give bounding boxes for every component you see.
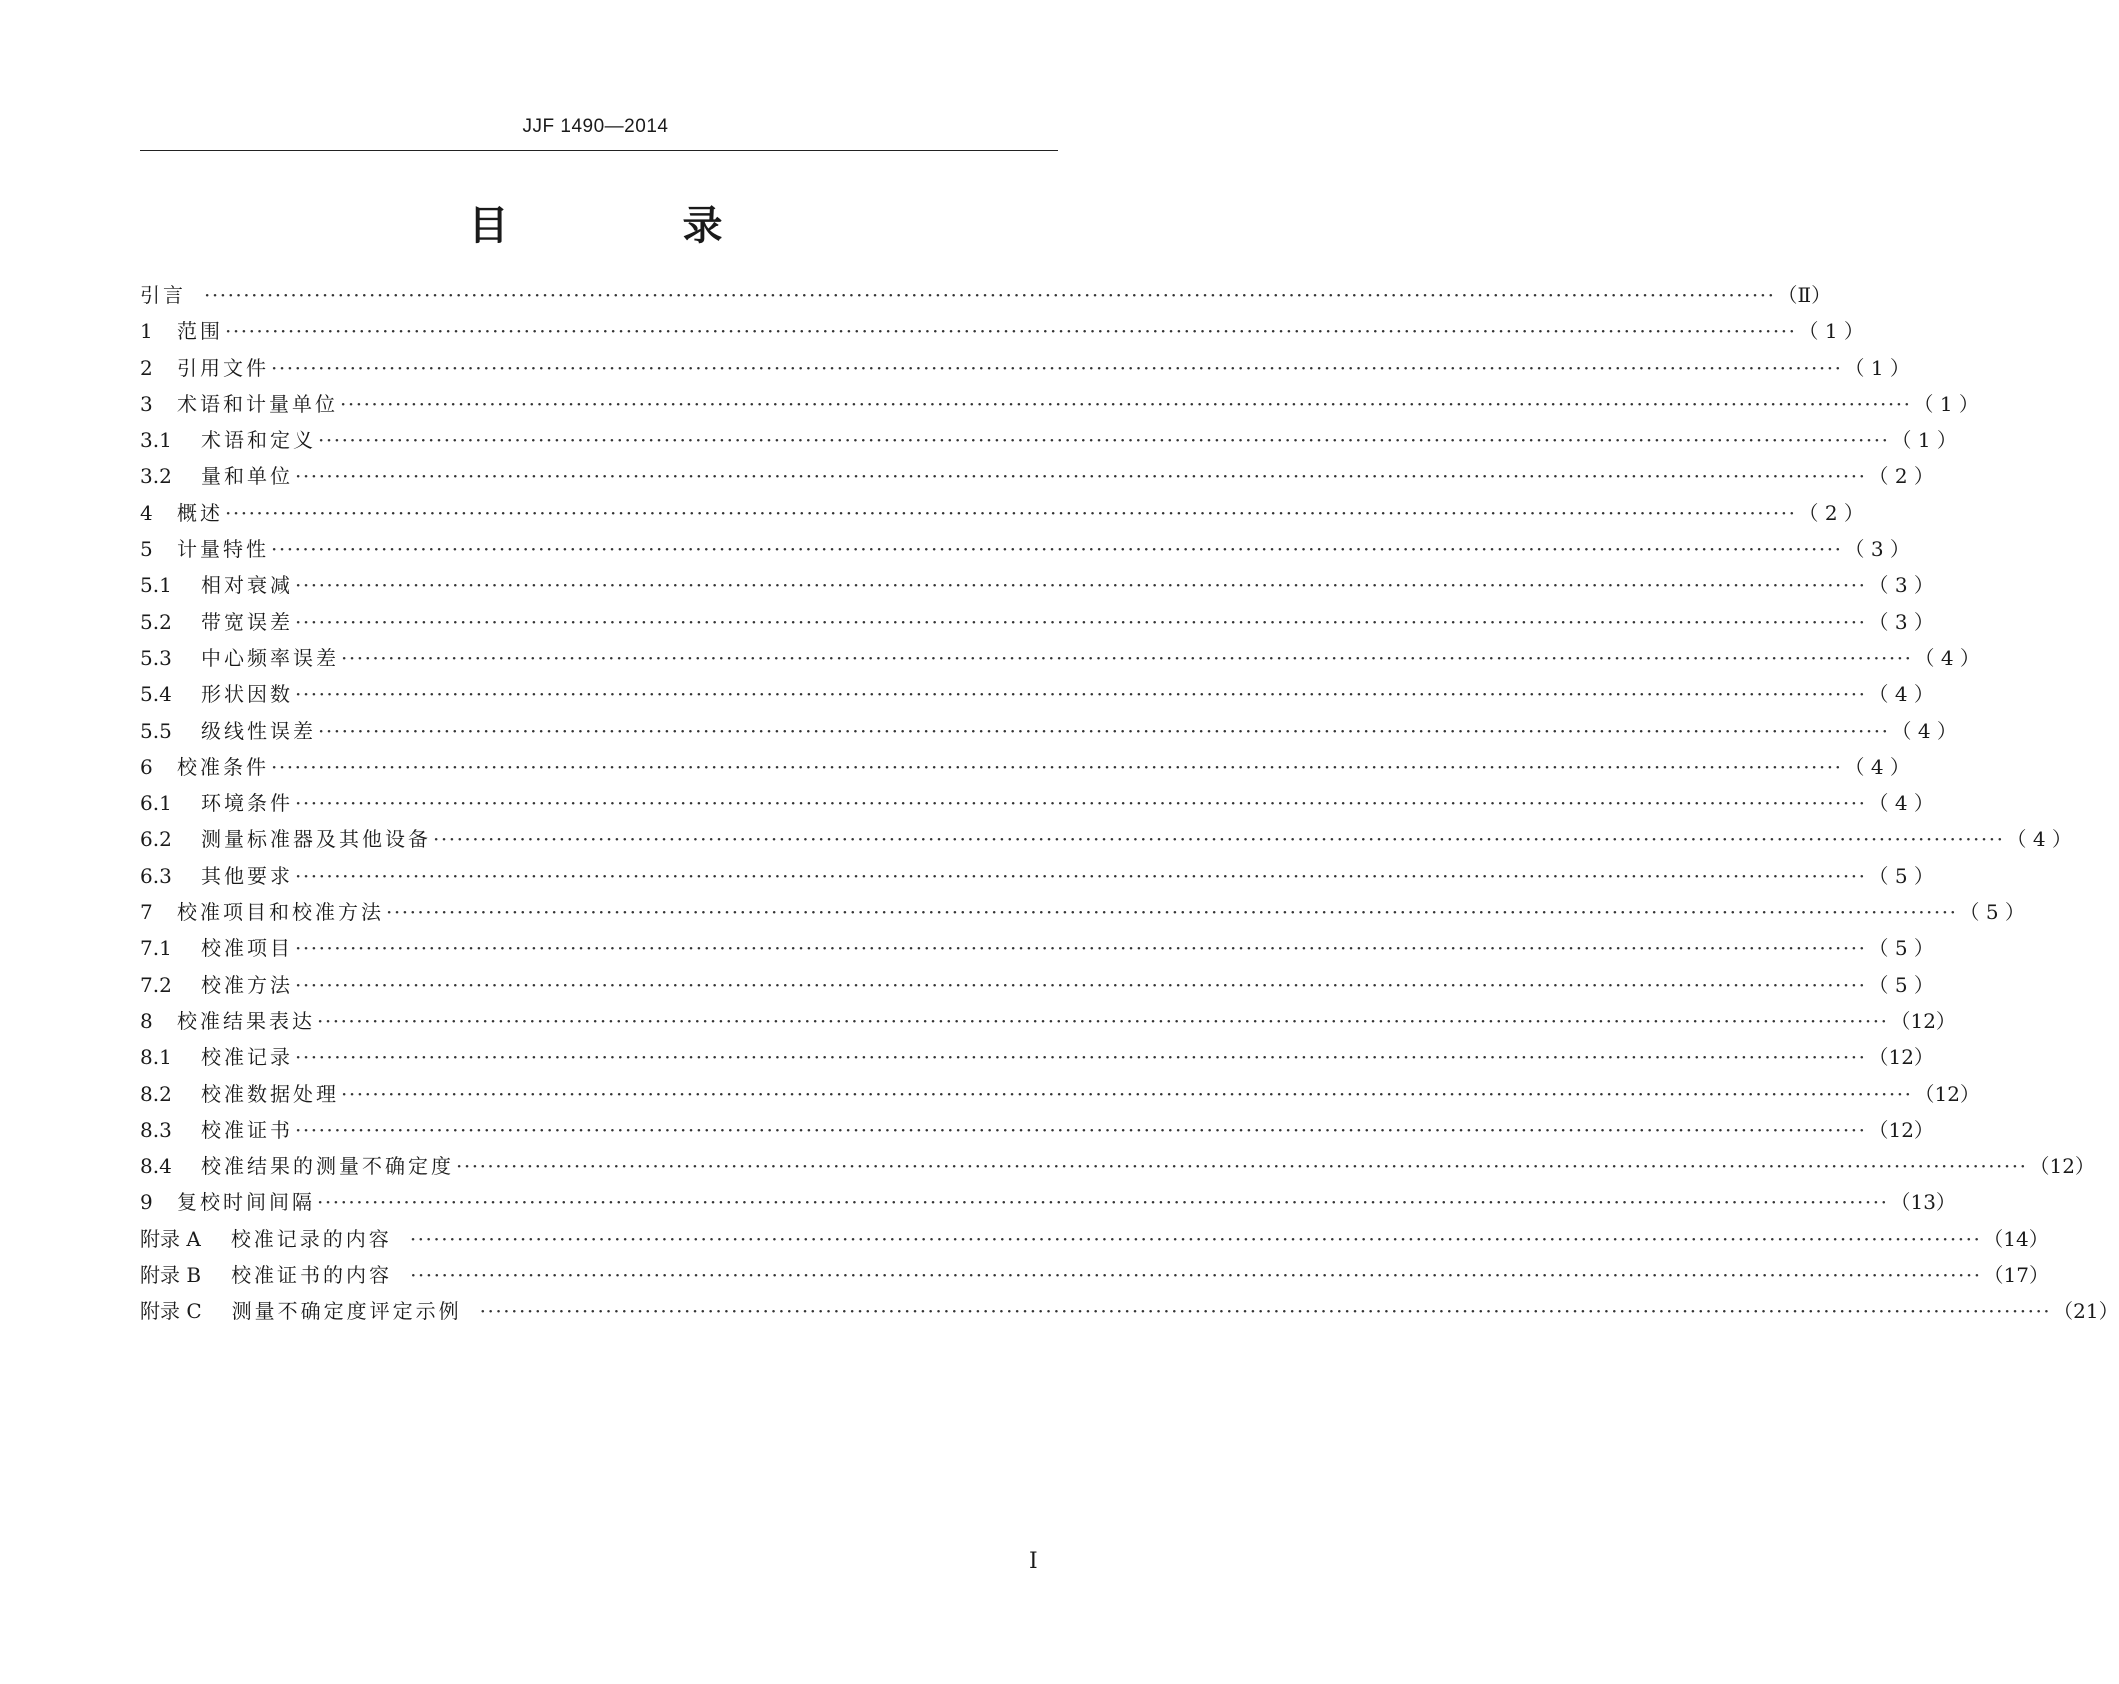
toc-entry[interactable] bbox=[140, 567, 1934, 603]
page-number: Ⅰ bbox=[1029, 1549, 1038, 1574]
toc-entry-page: （21） bbox=[2053, 1299, 2119, 1324]
toc-entry-page: （ 2 ） bbox=[1798, 500, 1864, 525]
toc-entry-label: 术语和定义 bbox=[201, 428, 316, 453]
toc-entry[interactable] bbox=[140, 1148, 2095, 1184]
toc-entry-page: （12） bbox=[1914, 1081, 1980, 1106]
toc-entry-label: 相对衰减 bbox=[201, 573, 293, 598]
toc-entry-page: （ 5 ） bbox=[1959, 900, 2025, 925]
toc-entry-number: 7.2 bbox=[140, 972, 172, 997]
toc-entry[interactable] bbox=[140, 640, 1980, 676]
toc-entry[interactable] bbox=[140, 386, 1979, 422]
toc-entry-number: 5.4 bbox=[140, 682, 172, 707]
toc-entry-number: 5.5 bbox=[140, 718, 172, 743]
toc-entry-page: （ 4 ） bbox=[1868, 791, 1934, 816]
toc-entry-label: 校准结果表达 bbox=[177, 1008, 315, 1033]
dot-leader: ········································································································································································································ bbox=[386, 900, 1958, 925]
toc-entry-label: 中心频率误差 bbox=[201, 645, 339, 670]
toc-entry[interactable] bbox=[140, 930, 1934, 966]
toc-entry-page: （12） bbox=[1868, 1045, 1934, 1070]
dot-leader: ········································································································································································································ bbox=[456, 1154, 2028, 1179]
toc-entry[interactable] bbox=[140, 458, 1934, 494]
toc-entry[interactable] bbox=[140, 785, 1934, 821]
toc-entry-number: 附录 A bbox=[140, 1226, 201, 1251]
toc-entry-number: 7 bbox=[140, 900, 153, 925]
running-header-code: JJF 1490—2014 bbox=[522, 116, 669, 137]
toc-entry-label: 校准数据处理 bbox=[201, 1081, 339, 1106]
toc-entry[interactable] bbox=[140, 313, 1864, 349]
dot-leader: ········································································································································································································ bbox=[295, 573, 1867, 598]
dot-leader: ········································································································································································································ bbox=[204, 283, 1776, 307]
toc-entry-page: （ 1 ） bbox=[1913, 391, 1979, 416]
toc-entry[interactable] bbox=[140, 1221, 2049, 1257]
toc-entry[interactable] bbox=[140, 1076, 1980, 1112]
toc-entry-page: （12） bbox=[1868, 1117, 1934, 1142]
toc-entry-page: （ 3 ） bbox=[1868, 609, 1934, 634]
header-rule bbox=[140, 150, 1058, 151]
toc-entry[interactable] bbox=[140, 422, 1957, 458]
toc-entry-number: 6.3 bbox=[140, 863, 172, 888]
toc-entry-page: （ 5 ） bbox=[1868, 972, 1934, 997]
toc-entry-label: 形状因数 bbox=[201, 682, 293, 707]
toc-entry-label: 环境条件 bbox=[201, 791, 293, 816]
dot-leader: ········································································································································································································ bbox=[479, 1299, 2052, 1324]
toc-entry-label: 校准方法 bbox=[201, 972, 293, 997]
toc-entry-number: 9 bbox=[140, 1190, 153, 1215]
dot-leader: ········································································································································································································ bbox=[295, 609, 1867, 634]
toc-entry-number: 6 bbox=[140, 754, 153, 779]
toc-entry-label: 测量不确定度评定示例 bbox=[231, 1299, 462, 1324]
toc-entry[interactable] bbox=[140, 894, 2025, 930]
toc-entry[interactable] bbox=[140, 277, 1832, 313]
toc-entry-number: 8.3 bbox=[140, 1117, 172, 1142]
toc-entry-number: 2 bbox=[140, 355, 153, 380]
toc-entry[interactable] bbox=[140, 1003, 1956, 1039]
toc-entry-label: 计量特性 bbox=[177, 537, 269, 562]
toc-entry-page: （ 5 ） bbox=[1868, 936, 1934, 961]
dot-leader: ········································································································································································································ bbox=[295, 936, 1867, 961]
toc-entry-label: 校准证书 bbox=[201, 1117, 293, 1142]
toc-entry-page: （ 3 ） bbox=[1844, 537, 1910, 562]
toc-entry[interactable] bbox=[140, 1184, 1956, 1220]
toc-entry-number: 6.1 bbox=[140, 791, 172, 816]
toc-entry-page: （12） bbox=[1890, 1008, 1956, 1033]
toc-entry-label: 校准项目和校准方法 bbox=[177, 900, 384, 925]
dot-leader: ········································································································································································································ bbox=[225, 500, 1797, 525]
toc-entry-number: 5.3 bbox=[140, 645, 172, 670]
toc-title: 目 录 bbox=[468, 203, 803, 249]
toc-entry[interactable] bbox=[140, 821, 2072, 857]
toc-entry-page: （ 4 ） bbox=[1914, 645, 1980, 670]
toc-entry-number: 3 bbox=[140, 391, 153, 416]
toc-entry-label: 概述 bbox=[177, 500, 223, 525]
dot-leader: ········································································································································································································ bbox=[340, 391, 1912, 416]
toc-entry-label: 校准条件 bbox=[177, 754, 269, 779]
table-of-contents bbox=[140, 277, 2119, 1330]
dot-leader: ········································································································································································································ bbox=[295, 1045, 1867, 1070]
toc-entry-number: 8.4 bbox=[140, 1154, 172, 1179]
toc-entry-page: （12） bbox=[2029, 1154, 2095, 1179]
dot-leader: ········································································································································································································ bbox=[225, 319, 1797, 344]
toc-entry[interactable] bbox=[140, 1293, 2119, 1329]
toc-entry-number: 1 bbox=[140, 319, 153, 344]
toc-entry-page: （ 2 ） bbox=[1868, 464, 1934, 489]
toc-entry-label: 范围 bbox=[177, 319, 223, 344]
toc-entry-number: 8.2 bbox=[140, 1081, 172, 1106]
toc-entry-page: （ 1 ） bbox=[1844, 355, 1910, 380]
toc-entry-page: （14） bbox=[1983, 1226, 2049, 1251]
toc-entry[interactable] bbox=[140, 676, 1934, 712]
toc-entry[interactable] bbox=[140, 350, 1910, 386]
toc-entry[interactable] bbox=[140, 858, 1934, 894]
dot-leader: ········································································································································································································ bbox=[318, 718, 1890, 743]
toc-entry-page: （ 4 ） bbox=[1868, 682, 1934, 707]
toc-entry-label: 级线性误差 bbox=[201, 718, 316, 743]
toc-entry-number: 5.1 bbox=[140, 573, 172, 598]
toc-entry-page: （ 4 ） bbox=[1844, 754, 1910, 779]
toc-entry[interactable] bbox=[140, 531, 1910, 567]
toc-entry-number: 3.2 bbox=[140, 464, 172, 489]
toc-entry-label: 校准记录 bbox=[201, 1045, 293, 1070]
dot-leader: ········································································································································································································ bbox=[295, 682, 1867, 707]
toc-entry-label: 测量标准器及其他设备 bbox=[201, 827, 431, 852]
toc-entry-page: （17） bbox=[1983, 1263, 2049, 1288]
toc-entry-number: 8.1 bbox=[140, 1045, 172, 1070]
toc-entry-number: 7.1 bbox=[140, 936, 172, 961]
dot-leader: ········································································································································································································ bbox=[271, 537, 1843, 562]
dot-leader: ········································································································································································································ bbox=[341, 1081, 1913, 1106]
toc-entry-label: 带宽误差 bbox=[201, 609, 293, 634]
dot-leader: ········································································································································································································ bbox=[271, 355, 1843, 380]
toc-entry-number: 8 bbox=[140, 1008, 153, 1033]
toc-entry[interactable] bbox=[140, 713, 1957, 749]
toc-entry[interactable] bbox=[140, 749, 1910, 785]
toc-entry-number: 附录 C bbox=[140, 1299, 202, 1324]
dot-leader: ········································································································································································································ bbox=[318, 428, 1890, 453]
toc-entry-label: 校准项目 bbox=[201, 936, 293, 961]
dot-leader: ········································································································································································································ bbox=[295, 464, 1867, 489]
toc-entry-number: 5 bbox=[140, 537, 153, 562]
dot-leader: ········································································································································································································ bbox=[341, 645, 1913, 670]
toc-entry-label: 其他要求 bbox=[201, 863, 293, 888]
dot-leader: ········································································································································································································ bbox=[433, 827, 2005, 852]
toc-entry-label: 量和单位 bbox=[201, 464, 293, 489]
dot-leader: ········································································································································································································ bbox=[409, 1226, 1982, 1251]
toc-entry[interactable] bbox=[140, 604, 1934, 640]
dot-leader: ········································································································································································································ bbox=[317, 1008, 1889, 1033]
dot-leader: ········································································································································································································ bbox=[317, 1190, 1889, 1215]
toc-entry-number: 3.1 bbox=[140, 428, 172, 453]
toc-entry-number: 附录 B bbox=[140, 1263, 202, 1288]
toc-entry-label: 引用文件 bbox=[177, 355, 269, 380]
toc-entry-number: 4 bbox=[140, 500, 153, 525]
toc-entry-page: （ 1 ） bbox=[1798, 319, 1864, 344]
toc-entry-label: 术语和计量单位 bbox=[177, 391, 338, 416]
dot-leader: ········································································································································································································ bbox=[295, 1117, 1867, 1142]
dot-leader: ········································································································································································································ bbox=[295, 791, 1867, 816]
toc-entry-page: （ 3 ） bbox=[1868, 573, 1934, 598]
toc-entry[interactable] bbox=[140, 1257, 2049, 1293]
toc-entry-label: 校准证书的内容 bbox=[231, 1263, 393, 1288]
toc-entry-page: （ 4 ） bbox=[2006, 827, 2072, 852]
toc-entry-page: （ 1 ） bbox=[1891, 428, 1957, 453]
toc-entry-page: （Ⅱ） bbox=[1777, 283, 1832, 307]
dot-leader: ········································································································································································································ bbox=[410, 1263, 1982, 1288]
toc-entry-label: 校准结果的测量不确定度 bbox=[201, 1154, 454, 1179]
toc-entry-number: 5.2 bbox=[140, 609, 172, 634]
toc-entry-number: 6.2 bbox=[140, 827, 172, 852]
toc-entry-label: 校准记录的内容 bbox=[230, 1226, 392, 1251]
dot-leader: ········································································································································································································ bbox=[295, 863, 1867, 888]
toc-entry[interactable] bbox=[140, 967, 1934, 1003]
toc-entry-page: （ 4 ） bbox=[1891, 718, 1957, 743]
toc-entry-page: （13） bbox=[1890, 1190, 1956, 1215]
toc-entry[interactable] bbox=[140, 1039, 1934, 1075]
toc-entry-label: 复校时间间隔 bbox=[177, 1190, 315, 1215]
toc-entry[interactable] bbox=[140, 1112, 1934, 1148]
dot-leader: ········································································································································································································ bbox=[271, 754, 1843, 779]
toc-entry-label: 引言 bbox=[140, 283, 186, 307]
toc-entry[interactable] bbox=[140, 495, 1864, 531]
toc-entry-page: （ 5 ） bbox=[1868, 863, 1934, 888]
dot-leader: ········································································································································································································ bbox=[295, 972, 1867, 997]
